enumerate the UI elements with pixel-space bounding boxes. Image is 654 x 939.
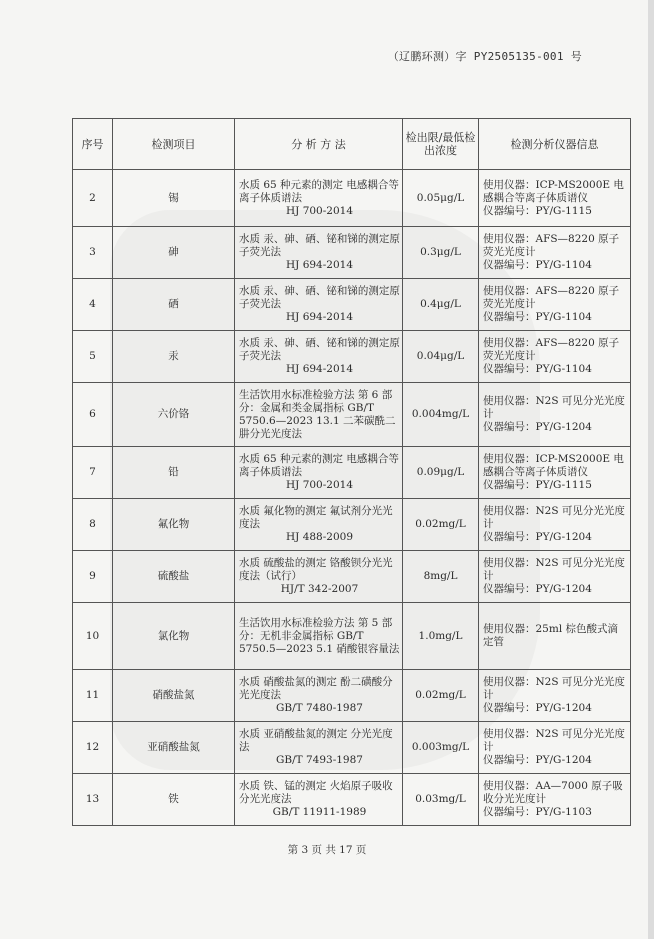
row-method [235, 447, 403, 499]
table-row [73, 447, 631, 499]
instrument-number: 仪器编号：PY/G-1204 [483, 754, 592, 766]
row-instrument [479, 551, 631, 603]
instrument-text: 使用仪器：AA—7000 原子吸收分光光度计 [483, 780, 623, 805]
method-standard: HJ 694-2014 [285, 311, 353, 323]
row-no: 10 [73, 603, 113, 670]
row-limit: 0.02mg/L [403, 670, 479, 722]
col-header-method: 分 析 方 法 [235, 119, 403, 170]
row-limit: 1.0mg/L [403, 603, 479, 670]
row-method [235, 722, 403, 774]
row-method [235, 227, 403, 279]
method-text: 生活饮用水标准检验方法 第 5 部分：无机非金属指标 GB/T 5750.5—2023 5.1 硝酸银容量法 [239, 616, 400, 655]
method-standard: GB/T 11911-1989 [272, 806, 367, 818]
row-item: 硫酸盐 [113, 551, 235, 603]
row-no: 2 [73, 170, 113, 227]
row-item: 锡 [113, 170, 235, 227]
method-standard: HJ 700-2014 [285, 204, 353, 217]
instrument-text: 使用仪器：N2S 可见分光光度计 [483, 728, 625, 753]
row-limit: 0.05μg/L [403, 170, 479, 227]
report-number: （辽鹏环测）字 PY2505135-001 号 [387, 50, 582, 63]
method-standard: HJ/T 342-2007 [280, 583, 359, 595]
row-no: 13 [73, 774, 113, 826]
method-standard: GB/T 7493-1987 [276, 754, 363, 766]
row-limit: 0.04μg/L [403, 331, 479, 383]
row-method [235, 170, 403, 227]
instrument-number: 仪器编号：PY/G-1204 [483, 421, 592, 433]
row-instrument [479, 670, 631, 722]
table-row [73, 331, 631, 383]
row-instrument [479, 170, 631, 227]
row-no: 8 [73, 499, 113, 551]
col-header-no: 序号 [73, 119, 113, 170]
row-limit: 0.02mg/L [403, 499, 479, 551]
method-text: 水质 氟化物的测定 氟试剂分光光度法 [239, 505, 393, 530]
row-instrument [479, 499, 631, 551]
instrument-number: 仪器编号：PY/G-1115 [483, 479, 592, 491]
row-no: 9 [73, 551, 113, 603]
instrument-number: 仪器编号：PY/G-1204 [483, 702, 592, 714]
instrument-text: 使用仪器：ICP-MS2000E 电感耦合等离子体质谱仪 [483, 453, 624, 478]
table-row [73, 722, 631, 774]
scan-edge [648, 0, 654, 939]
method-text: 生活饮用水标准检验方法 第 6 部分：金属和类金属指标 GB/T 5750.6—2023 13.1 二苯碳酰二肼分光光度法 [239, 388, 396, 440]
method-text: 水质 65 种元素的测定 电感耦合等离子体质谱法 [239, 178, 399, 204]
row-limit: 0.09μg/L [403, 447, 479, 499]
page-number: 第 3 页 共 17 页 [287, 844, 367, 856]
col-header-limit: 检出限/最低检出浓度 [403, 119, 479, 170]
row-item: 六价铬 [113, 383, 235, 447]
instrument-number: 仪器编号：PY/G-1204 [483, 583, 592, 595]
row-no: 4 [73, 279, 113, 331]
row-item: 铅 [113, 447, 235, 499]
row-item: 砷 [113, 227, 235, 279]
row-instrument [479, 227, 631, 279]
table-row [73, 670, 631, 722]
instrument-text: 使用仪器：N2S 可见分光光度计 [483, 505, 625, 530]
row-no: 7 [73, 447, 113, 499]
method-text: 水质 铁、锰的测定 火焰原子吸收分光光度法 [239, 780, 393, 805]
instrument-number: 仪器编号：PY/G-1104 [483, 259, 592, 271]
col-header-instrument: 检测分析仪器信息 [479, 119, 631, 170]
row-limit: 0.3μg/L [403, 227, 479, 279]
row-limit: 0.4μg/L [403, 279, 479, 331]
table-row [73, 603, 631, 670]
row-item: 汞 [113, 331, 235, 383]
instrument-text: 使用仪器：N2S 可见分光光度计 [483, 395, 625, 420]
row-method [235, 279, 403, 331]
method-standard: GB/T 7480-1987 [276, 702, 363, 714]
method-text: 水质 汞、砷、硒、铋和锑的测定原子荧光法 [239, 233, 400, 258]
instrument-number: 仪器编号：PY/G-1204 [483, 531, 592, 543]
table-row [73, 774, 631, 826]
row-no: 3 [73, 227, 113, 279]
row-limit: 0.004mg/L [403, 383, 479, 447]
method-text: 水质 65 种元素的测定 电感耦合等离子体质谱法 [239, 453, 399, 478]
row-item: 硒 [113, 279, 235, 331]
instrument-text: 使用仪器：N2S 可见分光光度计 [483, 676, 625, 701]
row-instrument [479, 383, 631, 447]
instrument-text: 使用仪器：AFS—8220 原子荧光光度计 [483, 285, 620, 310]
row-limit: 0.03mg/L [403, 774, 479, 826]
method-text: 水质 汞、砷、硒、铋和锑的测定原子荧光法 [239, 337, 400, 362]
instrument-text: 使用仪器：25ml 棕色酸式滴定管 [483, 623, 619, 648]
table-row [73, 551, 631, 603]
instrument-text: 使用仪器：ICP-MS2000E 电感耦合等离子体质谱仪 [483, 178, 624, 204]
instrument-text: 使用仪器：AFS—8220 原子荧光光度计 [483, 233, 620, 258]
row-no: 12 [73, 722, 113, 774]
row-instrument [479, 447, 631, 499]
table-row [73, 279, 631, 331]
table-row [73, 227, 631, 279]
table-row [73, 170, 631, 227]
method-text: 水质 硫酸盐的测定 铬酸钡分光光度法（试行） [239, 557, 393, 582]
row-limit: 0.003mg/L [403, 722, 479, 774]
test-method-table [72, 118, 631, 826]
row-method [235, 774, 403, 826]
table-row [73, 499, 631, 551]
row-method [235, 383, 403, 447]
instrument-number: 仪器编号：PY/G-1104 [483, 311, 592, 323]
method-standard: HJ 700-2014 [285, 479, 353, 491]
row-instrument [479, 331, 631, 383]
row-method [235, 551, 403, 603]
col-header-item: 检测项目 [113, 119, 235, 170]
table-header-row [73, 119, 631, 170]
method-text: 水质 硝酸盐氮的测定 酚二磺酸分光光度法 [239, 676, 393, 701]
row-item: 氟化物 [113, 499, 235, 551]
row-no: 5 [73, 331, 113, 383]
row-instrument [479, 774, 631, 826]
row-method [235, 670, 403, 722]
method-text: 水质 亚硝酸盐氮的测定 分光光度法 [239, 728, 393, 753]
instrument-text: 使用仪器：AFS—8220 原子荧光光度计 [483, 337, 620, 362]
method-standard: HJ 694-2014 [285, 259, 353, 271]
row-method [235, 499, 403, 551]
instrument-number: 仪器编号：PY/G-1103 [483, 806, 592, 818]
row-no: 11 [73, 670, 113, 722]
instrument-text: 使用仪器：N2S 可见分光光度计 [483, 557, 625, 582]
row-item: 亚硝酸盐氮 [113, 722, 235, 774]
method-standard: HJ 488-2009 [285, 531, 353, 543]
table-row [73, 383, 631, 447]
row-no: 6 [73, 383, 113, 447]
instrument-number: 仪器编号：PY/G-1104 [483, 363, 592, 375]
row-instrument [479, 279, 631, 331]
row-instrument [479, 722, 631, 774]
row-limit: 8mg/L [403, 551, 479, 603]
row-method [235, 603, 403, 670]
row-item: 铁 [113, 774, 235, 826]
row-method [235, 331, 403, 383]
method-text: 水质 汞、砷、硒、铋和锑的测定原子荧光法 [239, 285, 400, 310]
row-item: 氯化物 [113, 603, 235, 670]
instrument-number: 仪器编号：PY/G-1115 [483, 204, 592, 217]
row-item: 硝酸盐氮 [113, 670, 235, 722]
row-instrument [479, 603, 631, 670]
method-standard: HJ 694-2014 [285, 363, 353, 375]
